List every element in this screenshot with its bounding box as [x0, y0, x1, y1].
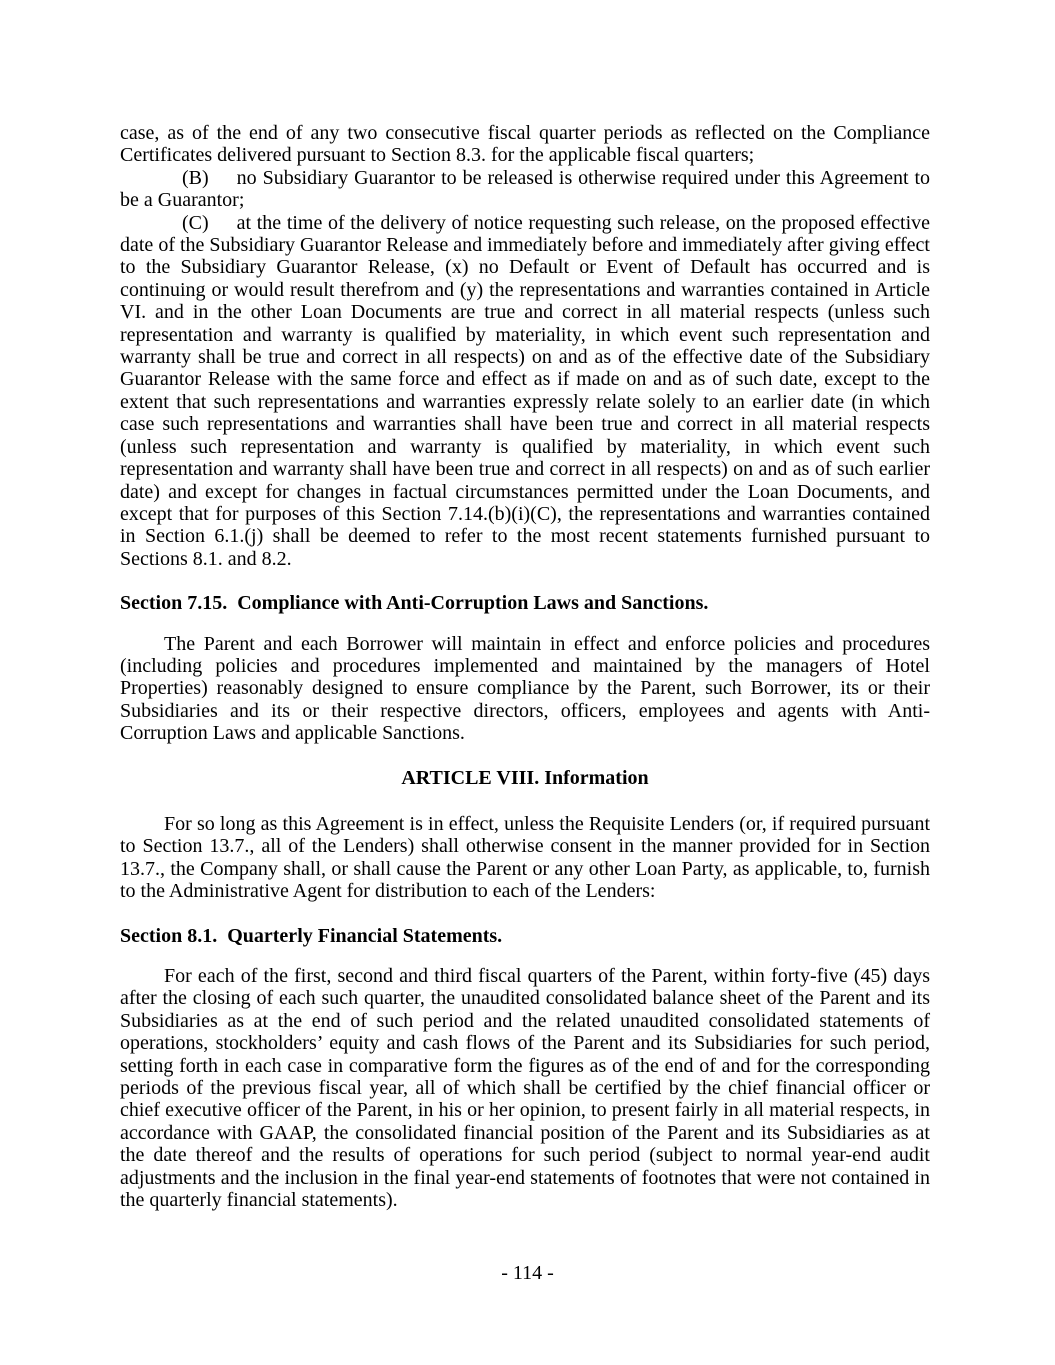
- clause-c-text: at the time of the delivery of notice requesting such release, on the proposed effective date of the Subsidiary Guarantor Release and immediately before and immediately after giving effect to the Subsidiary Guarantor Release, (x) no Default or Event of Default has occurred and is continuing or would result therefrom and (y) the representations and warranties contained in Article VI. and in the other Loan Documents are true and correct in all material respects (unless such representation and warranty is qualified by materiality, in which event such representation and warranty shall be true and correct in all respects) on and as of the effective date of the Subsidiary Guarantor Release with the same force and effect as if made on and as of such date, except to the extent that such representations and warranties expressly relate solely to an earlier date (in which case such representations and warranties shall have been true and correct in all material respects (unless such representation and warranty is qualified by materiality, in which event such representation and warranty shall have been true and correct in all respects) on and as of such earlier date) and except for changes in factual circumstances permitted under the Loan Documents, and except that for purposes of this Section 7.14.(b)(i)(C), the representations and warranties contained in Section 6.1.(j) shall be deemed to refer to the most recent statements furnished pursuant to Sections 8.1. and 8.2.: [120, 211, 930, 570]
- page-footer: [0, 1262, 1055, 1284]
- section-8-1-paragraph: For each of the first, second and third fiscal quarters of the Parent, within forty-five (45) days after the closing of each such quarter, the unaudited consolidated balance sheet of the Parent and its Subsidiaries as at the end of such period and the related unaudited consolidated statements of operations, stockholders’ equity and cash flows of the Parent and its Subsidiaries for such period, setting forth in each case in comparative form the figures as of the end of and for the corresponding periods of the previous fiscal year, all of which shall be certified by the chief financial officer or chief executive officer of the Parent, in his or her opinion, to present fairly in all material respects, in accordance with GAAP, the consolidated financial position of the Parent and its Subsidiaries as at the date thereof and the results of operations for such period (subject to normal year-end audit adjustments and the inclusion in the final year-end statements of footnotes that were not contained in the quarterly financial statements).: [120, 965, 930, 1212]
- clause-c-label: (C): [182, 211, 209, 234]
- clause-item-b: [120, 167, 930, 212]
- article-viii-heading: ARTICLE VIII. Information: [401, 766, 649, 789]
- clause-b-label: (B): [182, 166, 209, 189]
- section-7-15-heading: Section 7.15. Compliance with Anti-Corruption Laws and Sanctions.: [120, 592, 709, 615]
- section-8-1-heading: Section 8.1. Quarterly Financial Statements.: [120, 924, 503, 947]
- clause-continuation-paragraph: case, as of the end of any two consecutive fiscal quarter periods as reflected on the Compliance Certificates delivered pursuant to Section 8.3. for the applicable fiscal quarters;: [120, 122, 930, 167]
- section-7-15-paragraph: The Parent and each Borrower will maintain in effect and enforce policies and procedures (including policies and procedures implemented and maintained by the managers of Hotel Properties) reasonably designed to ensure compliance by the Parent, such Borrower, its or their Subsidiaries and its or their respective directors, officers, employees and agents with Anti-Corruption Laws and applicable Sanctions.: [120, 632, 930, 745]
- page-number: - 114 -: [501, 1262, 554, 1284]
- article-viii-intro-paragraph: For so long as this Agreement is in effect, unless the Requisite Lenders (or, if required pursuant to Section 13.7., all of the Lenders) shall otherwise consent in the manner provided for in Section 13.7., the Company shall, or shall cause the Parent or any other Loan Party, as applicable, to, furnish to the Administrative Agent for distribution to each of the Lenders:: [120, 812, 930, 903]
- document-content: [120, 122, 930, 1229]
- clause-item-c: [120, 212, 930, 571]
- clause-b-text: no Subsidiary Guarantor to be released is otherwise required under this Agreement to be a Guarantor;: [120, 166, 930, 212]
